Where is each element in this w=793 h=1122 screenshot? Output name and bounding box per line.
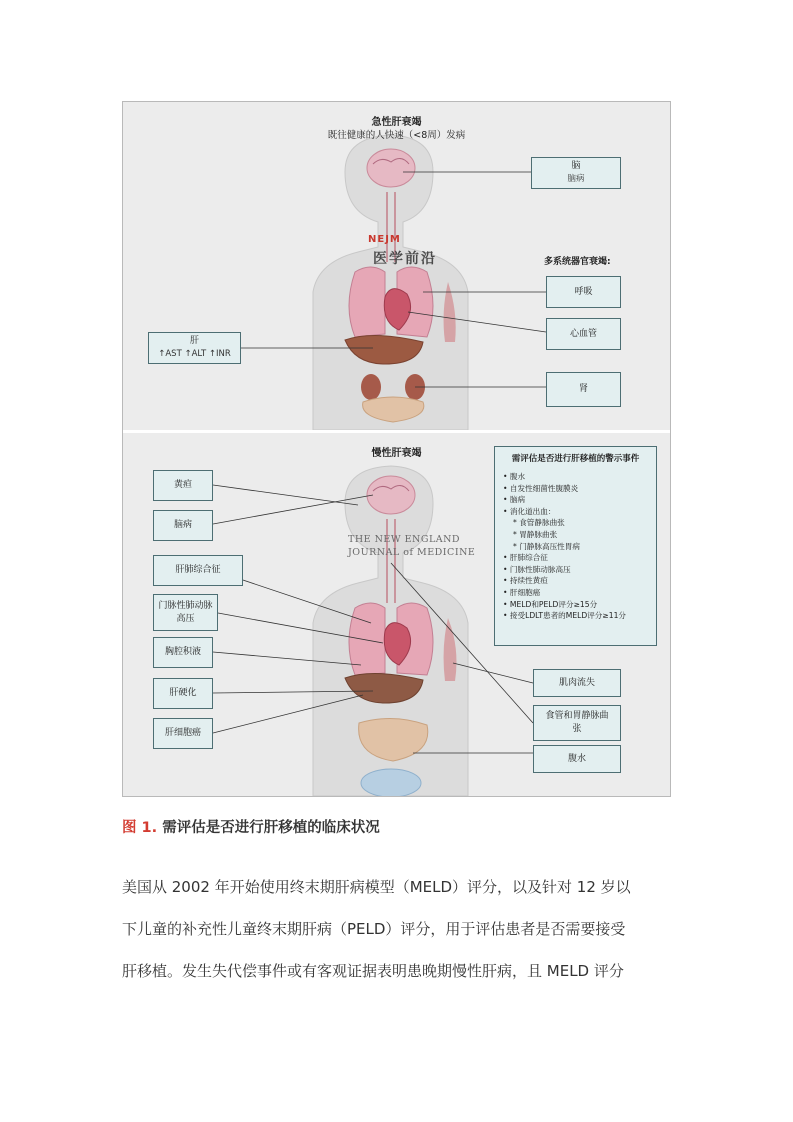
chronic-label-portopulmonary-text: 门脉性肺动脉高压 (158, 600, 213, 624)
chronic-label-encephalopathy (153, 510, 213, 541)
chronic-label-hepatopulmonary-text: 肝肺综合征 (175, 565, 221, 575)
chronic-label-pleural-effusion-text: 胸腔积液 (164, 647, 201, 657)
figure-caption (122, 816, 380, 837)
paragraph-line: 肝移植。发生失代偿事件或有客观证据表明患晚期慢性肝病，且 MELD 评分 (122, 962, 624, 980)
brain-label-sub: 脑病 (567, 174, 585, 184)
warning-events-list (503, 471, 648, 622)
acute-panel (123, 102, 670, 430)
warning-events-title: 需评估是否进行肝移植的警示事件 (511, 454, 640, 464)
chronic-label-cirrhosis (153, 678, 213, 709)
warning-item: • 肝肺综合征 (503, 552, 648, 564)
warning-subitem: * 食管静脉曲张 (503, 517, 648, 529)
cardiovascular-text: 心血管 (569, 328, 597, 339)
acute-subtitle: 既往健康的人快速（<8周）发病 (327, 130, 466, 141)
chronic-label-muscle-wasting-text: 肌肉流失 (558, 677, 595, 688)
kidney-label (546, 372, 621, 407)
chronic-label-portopulmonary (153, 594, 218, 631)
chronic-label-ascites (533, 745, 621, 773)
chronic-label-varices-text: 食管和胃静脉曲张 (545, 711, 609, 734)
chronic-label-jaundice (153, 470, 213, 501)
figure (122, 101, 671, 797)
figure-number: 图 1. (122, 820, 158, 836)
warning-subitem: * 胃静脉曲张 (503, 529, 648, 541)
brain-label (531, 157, 621, 189)
watermark-yixue: 医学前沿 (373, 251, 437, 267)
paragraph-line: 下儿童的补充性儿童终末期肝病（PELD）评分，用于评估患者是否需要接受 (122, 920, 626, 938)
warning-item: • 肝细胞癌 (503, 587, 648, 599)
chronic-label-muscle-wasting (533, 669, 621, 697)
brain-label-title: 脑 (571, 161, 581, 171)
liver-label (148, 332, 241, 364)
watermark-nejm: NEJM (368, 234, 401, 245)
warning-item: • 持续性黄疸 (503, 575, 648, 587)
kidney-text: 肾 (578, 384, 588, 394)
warning-item: • 接受LDLT患者的MELD评分≥11分 (503, 610, 648, 622)
cardiovascular-label (546, 318, 621, 350)
figure-caption-text: 需评估是否进行肝移植的临床状况 (157, 820, 380, 836)
warning-item: • MELD和PELD评分≥15分 (503, 599, 648, 611)
warning-item: • 脑病 (503, 494, 648, 506)
liver-label-title: 肝 (189, 336, 199, 346)
liver-markers: ↑AST ↑ALT ↑INR (158, 349, 231, 359)
warning-item: • 自发性细菌性腹膜炎 (503, 483, 648, 495)
watermark-journal: THE NEW ENGLAND JOURNAL of MEDICINE (348, 534, 476, 558)
chronic-panel (123, 433, 670, 796)
chronic-label-hcc (153, 718, 213, 749)
warning-item: • 门脉性肺动脉高压 (503, 564, 648, 576)
warning-item: • 腹水 (503, 471, 648, 483)
acute-title: 急性肝衰竭 (371, 117, 422, 128)
chronic-label-varices (533, 705, 621, 741)
chronic-label-hcc-text: 肝细胞癌 (164, 728, 201, 738)
body-paragraph (122, 866, 672, 992)
chronic-label-encephalopathy-text: 脑病 (173, 520, 192, 530)
warning-subitem: * 门静脉高压性胃病 (503, 541, 648, 553)
warning-events-box (494, 446, 657, 646)
paragraph-line: 美国从 2002 年开始使用终末期肝病模型（MELD）评分，以及针对 12 岁以 (122, 878, 631, 896)
chronic-label-pleural-effusion (153, 637, 213, 668)
chronic-label-hepatopulmonary (153, 555, 243, 586)
multi-organ-label: 多系统器官衰竭: (544, 257, 611, 267)
chronic-label-ascites-text: 腹水 (567, 753, 586, 764)
warning-item: • 消化道出血： (503, 506, 648, 518)
chronic-label-jaundice-text: 黄疸 (173, 480, 192, 490)
respiratory-text: 呼吸 (574, 286, 593, 297)
chronic-label-cirrhosis-text: 肝硬化 (169, 688, 197, 698)
chronic-title: 慢性肝衰竭 (371, 448, 422, 459)
respiratory-label (546, 276, 621, 308)
